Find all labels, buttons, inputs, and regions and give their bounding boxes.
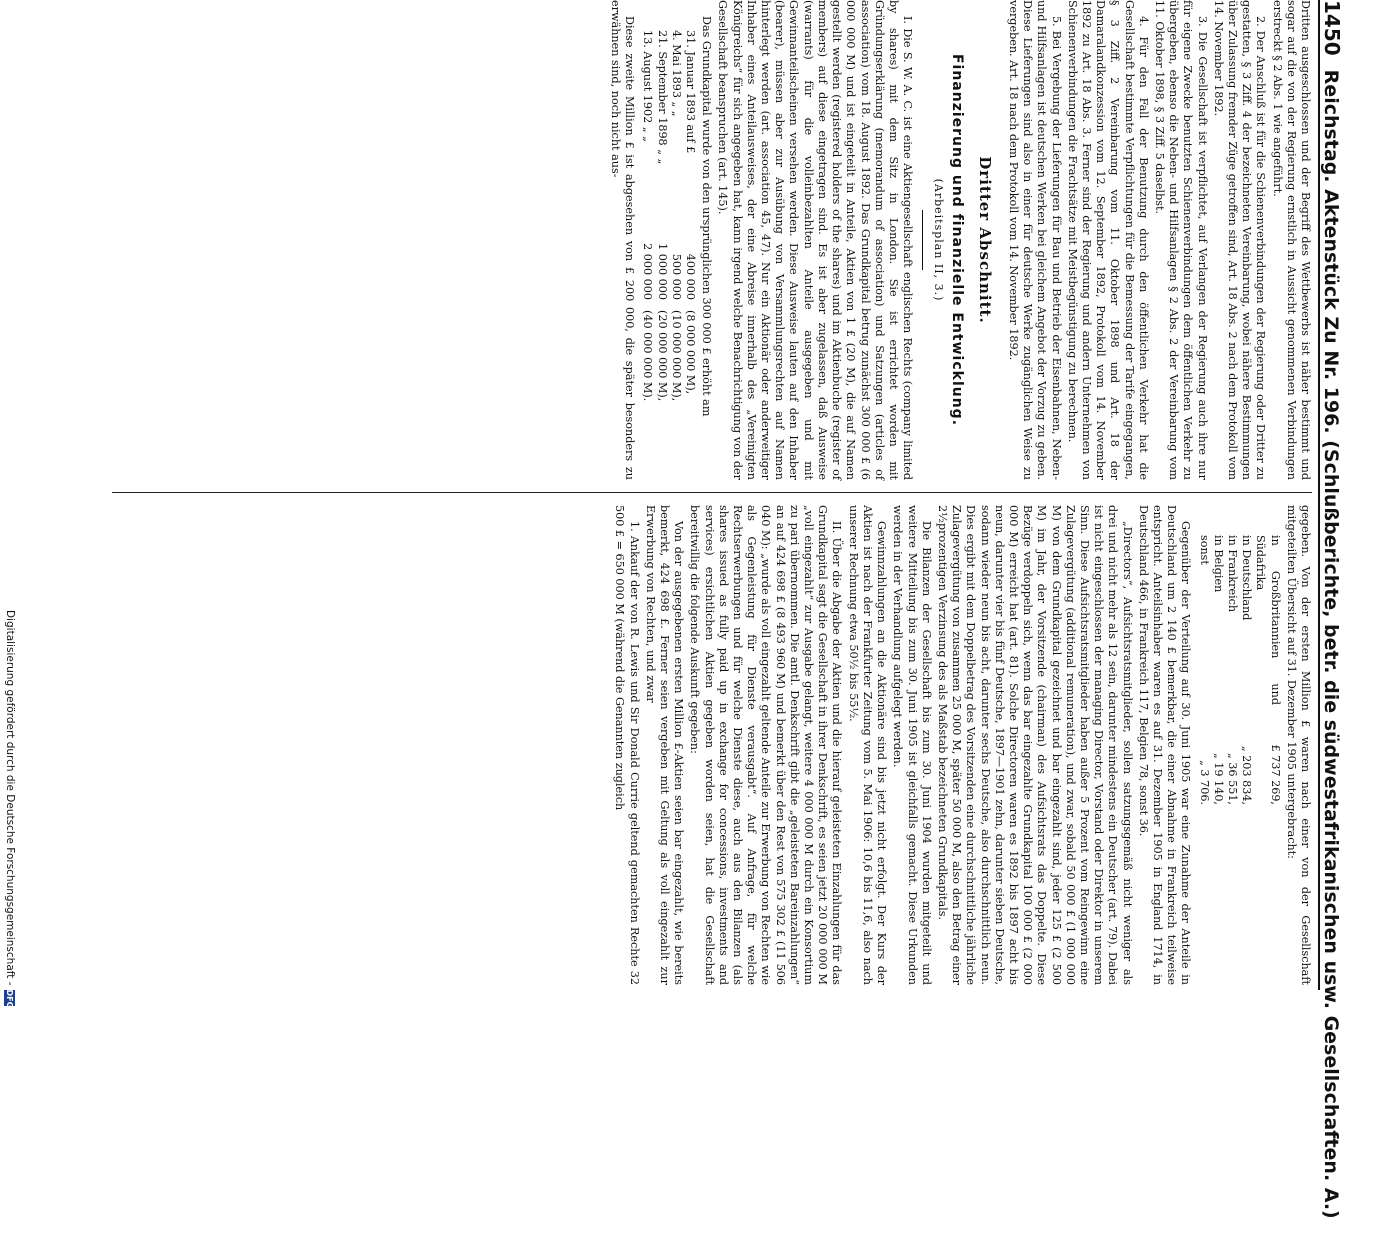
credit-text: Digitalisierung gefördert durch die Deutsche Forschungsgemeinschaft - (4, 610, 16, 986)
paragraph: 4. Für den Fall der Benutzung durch den öffentlichen Verkehr hat die Gesellschaft bestimmte Verpflichtungen für die Bemessung der Tarife eingegangen, § 3 Ziff. 2 Vereinbarung vom 11. Oktober 1898 und Art. 18 der Damaralandkonzession vom 12. September 1892, Protokoll vom 14. November 1892 zu Art. 18 Abs. 3. Ferner sind der Regierung und andern Unternehmen von Schienenverbindungen die Frachtsätze mit Meistbegünstigung zu berechnen. (1065, 0, 1150, 480)
paragraph: I. Die S. W. A. C. ist eine Aktiengesellschaft englischen Rechts (company limited by shares) mit dem Sitz in London. Sie ist errichtet worden mit Gründungserklärung (memorandum of association) und Satzungen (articles of association) vom 18. August 1892. Das Grundkapital betrug zunächst 300 000 £ (6 000 000 M) und ist eingeteilt in Anteile, Aktien von 1 £ (20 M), die auf Namen gestellt werden (registered holders of the shares) und im Aktienbuche (register of members) auf diese eingetragen sind. Es ist aber zugelassen, daß Ausweise (warrants) für die volleinbezahlten Anteile ausgegeben und mit Gewinnanteilscheinen versehen werden. Diese Ausweise lauten auf den Inhaber (bearer), müssen aber zur Ausübung von Versammlungsrechten auf Namen hinterlegt werden (art. association 45, 47). Nur ein Aktionär oder anderweitiger Inhaber eines Anteilausweises, der eine Abreise innerhalb des „Vereinigten Königreichs“ für sich angegeben hat, kann irgend welche Benachrichtigung von der Gesellschaft beanspruchen (art. 145). (716, 0, 915, 480)
paragraph: Diese zweite Million £ ist abgesehen von £ 200 000, die später besonders zu erwähnen sind, noch nicht aus- (609, 0, 637, 480)
table-row: 31. Januar 1893 auf £ 400 000 (8 000 000 M), (684, 30, 698, 395)
paragraph: 5. Bei Vergebung der Lieferungen für Bau und Betrieb der Eisenbahnen, Neben- und Hilfsanlagen ist deutschen Werken bei gleichem Angebot der Vorzug zu geben. Diese Lieferungen sind also in einer für deutsche Werke zugänglichen Weise zu vergeben. Art. 18 nach dem Protokoll vom 14. November 1892. (1006, 0, 1063, 480)
right-column (610, 505, 1312, 985)
rotated-page (346, 0, 1346, 1260)
section-note: (Arbeitsplan II, 3.) (932, 178, 946, 302)
paragraph: 3. Die Gesellschaft ist verpflichtet, auf Verlangen der Regierung auch ihre nur für eigene Zwecke benutzten Schienenverbindungen dem öffentlichen Verkehr zu übergeben, ebenso die Neben- und Hilfsanlagen § 2 Abs. 2 der Vereinbarung vom 11. Oktober 1898, § 3 Ziff. 5 daselbst. (1152, 0, 1209, 480)
paragraph: 2. Der Anschluß ist für die Schienenverbindungen der Regierung oder Dritter zu gestatten, § 3 Ziff. 4 der bezeichneten Vereinbarung, wobei nähere Bestimmungen über Zulassung fremder Züge getroffen sind, Art. 18 Abs. 2 nach dem Protokoll vom 14. November 1892. (1211, 0, 1268, 480)
column-divider (112, 492, 1312, 493)
table-row: 4. Mai 1893 „ „ 500 000 (10 000 000 M), (669, 30, 683, 402)
table-row: in Großbritannien und Südafrika £ 737 269, (1254, 535, 1282, 805)
dfg-logo: DFG (5, 989, 15, 1009)
page-number: 1450 (1320, 0, 1344, 56)
paragraph: Gewinnzahlungen an die Aktionäre sind bis jetzt nicht erfolgt. Der Kurs der Aktien ist nach der Frankfurter Zeitung vom 5. Mai 1906: 10,6 bis 11,6, also nach unserer Rechnung etwa 50½ bis 55½. (846, 505, 889, 985)
paragraph: Von der ausgegebenen ersten Million £-Aktien seien bar eingezahlt, wie bereits bemerkt, 424 698 £. Ferner seien vergeben mit Geltung als voll eingezahlt zur Erwerbung von Rechten, und zwar (643, 505, 686, 985)
digitization-credit (2, 610, 18, 1009)
paragraph: Das Grundkapital wurde von den ursprünglichen 300 000 £ erhöht am (700, 16, 714, 417)
table-row: 21. September 1898 „ „ 1 000 000 (20 000 000 M), (655, 30, 669, 402)
table-row: in Frankreich „ 36 551, (1225, 535, 1239, 805)
table-row: in Deutschland „ 203 834, (1240, 535, 1254, 805)
paragraph: 1. Ankauf der von R. Lewis und Sir Donald Currie geltend gemachten Rechte 32 500 £ = 650 000 M (während die Genannten zugleich (613, 505, 641, 985)
table-row: in Belgien „ 19 140, (1211, 535, 1225, 805)
paragraph: gegeben. Von der ersten Million £ waren nach einer von der Gesellschaft mitgeteilten Übersicht auf 31. Dezember 1905 untergebracht: (1284, 505, 1312, 985)
section-subtitle: Finanzierung und finanzielle Entwicklung. (948, 53, 965, 427)
table-row: 13. August 1902 „ „ 2 000 000 (40 000 000 M). (641, 30, 655, 402)
section-rule (922, 210, 923, 270)
paragraph: Dritten ausgeschlossen und der Begriff des Wettbewerbs ist näher bestimmt und sogar auf die von der Regierung ernstlich in Aussicht genommenen Verbindungen erstreckt § 2 Abs. 1 wie angeführt. (1270, 0, 1312, 480)
page-header (1318, 0, 1346, 1219)
capital-increase-table (640, 30, 697, 480)
paragraph: II. Über die Abgabe der Aktien und die hierauf geleisteten Einzahlungen für das Grundkapital sagt die Gesellschaft in ihrer Denkschrift, es seien jetzt 20 000 000 M „voll eingezahlt“ zur Ausgabe gelangt, weitere 4 000 000 M durch ein Konsortium zu pari übernommen. Die amtl. Denkschrift gibt die „geleisteten Bareinzahlungen“ an auf 424 698 £ (8 493 960 M) und bemerkt über den Rest von 575 302 £ (11 506 040 M): „wurde als voll eingezahlt geltende Anteile zur Erwerbung von Rechten wie als Gegenleistung für Dienste verausgabt“. Auf Anfrage, für welche Rechtserwerbungen und für welche Dienste diese, auch aus den Bilanzen (als shares issued as fully paid up in exchange for concessions, investments and services) ersichtlichen Aktien gegeben worden seien, hat die Gesellschaft bereitwillig die folgende Auskunft gegeben: (688, 505, 844, 985)
table-row: sonst „ 3 706. (1197, 535, 1211, 805)
page-title: Reichstag. Aktenstück Zu Nr. 196. (Schlußberichte, betr. die südwestafrikanischen usw. Gesellschaften. A.) (1320, 69, 1342, 1219)
paragraph: „Directors“, Aufsichtsratsmitglieder, sollen satzungsgemäß nicht weniger als drei und nicht mehr als 12 sein, darunter mindestens ein Deutscher (art. 79). Dabei ist nicht eingeschlossen der managing Director, Vorstand oder Direktor in unserem Sinn. Diese Aufsichtsratsmitglieder haben außer 5 Prozent vom Reingewinn eine Zulagevergütung (additional remuneration), und zwar, sobald 50 000 £ (1 000 000 M) von dem Grundkapital gezeichnet und bar eingezahlt sind, jeder 125 £ (2 500 M) im Jahr, der Vorsitzende (chairman) des Aufsichtsrats das Doppelte. Diese Bezüge verdoppeln sich, wenn das bar eingezahlte Grundkapital 100 000 £ (2 000 000 M) erreicht hat (art. 81). Solche Directoren waren es 1892 bis 1897 acht bis neun, darunter vier bis fünf Deutsche, 1897—1901 zehn, darunter sieben Deutsche, sodann wieder neun bis acht, darunter sechs Deutsche, also durchschnittlich neun. Dies ergibt mit dem Doppelbetrag des Vorsitzenden eine durchschnittliche jährliche Zulagevergütung von zusammen 25 000 M, später 50 000 M, also den Betrag einer 2½prozentigen Verzinsung des als Maßstab bezeichneten Grundkapitals. (935, 505, 1134, 985)
share-distribution-table (1196, 535, 1281, 985)
section-title: Dritter Abschnitt. (975, 156, 994, 324)
paragraph: Gegenüber der Verteilung auf 30. Juni 1905 war eine Zunahme der Anteile in Deutschland um 2 140 £ bemerkbar, die einer Abnahme in Frankreich teilweise entspricht. Anteilsinhaber waren es auf 31. Dezember 1905 in England 1714, in Deutschland 466, in Frankreich 117, Belgien 78, sonst 36. (1136, 505, 1193, 985)
left-column (606, 0, 1312, 480)
paragraph: Die Bilanzen der Gesellschaft bis zum 30. Juni 1904 wurden mitgeteilt und weitere Mitteilung bis zum 30. Juni 1905 ist gleichfalls gemacht. Diese Urkunden werden in der Verhandlung aufgelegt werden. (891, 505, 933, 985)
